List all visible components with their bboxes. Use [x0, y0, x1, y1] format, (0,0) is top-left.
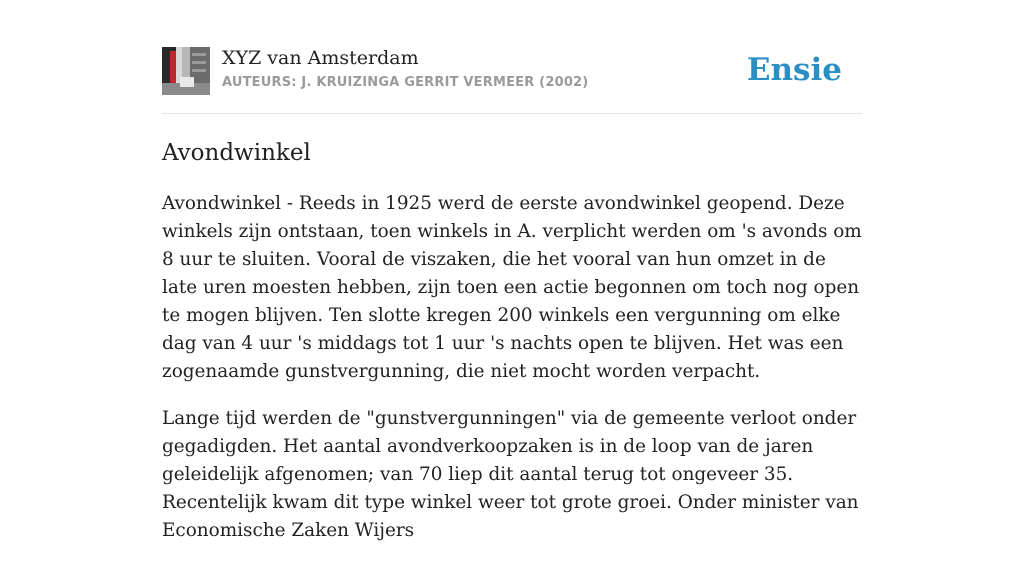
article-paragraph: Avondwinkel - Reeds in 1925 werd de eerste avondwinkel geopend. Deze winkels zijn ontstaan, toen winkels in A. verplicht werden om 's avonds om 8 uur te sluiten. Vooral de viszaken, die het vooral van hun omzet in de late uren moesten hebben, zijn toen een actie begonnen om toch nog open te mogen blijven. Ten slotte kregen 200 winkels een vergunning om elke dag van 4 uur 's middags tot 1 uur 's nachts open te blijven. Het was een zogenaamde gunstvergunning, die niet mocht worden verpacht.: [162, 193, 862, 382]
source-title[interactable]: XYZ van Amsterdam: [222, 47, 419, 69]
article-paragraph: Lange tijd werden de "gunstvergunningen" via de gemeente verloot onder gegadigden. Het aantal avondverkoopzaken is in de loop van de jaren geleidelijk afgenomen; van 70 liep dit aantal terug tot ongeveer 35. Recentelijk kwam dit type winkel weer tot grote groei. Onder minister van Economische Zaken Wijers: [162, 408, 859, 541]
source-authors: AUTEURS: J. KRUIZINGA GERRIT VERMEER (2002): [222, 75, 589, 90]
source-header: [162, 46, 862, 96]
header-divider: [162, 113, 862, 114]
article-body: [162, 190, 862, 564]
brand-logo[interactable]: Ensie: [746, 52, 842, 88]
book-cover-icon: [162, 47, 210, 95]
article-title: Avondwinkel: [162, 140, 311, 166]
avatar[interactable]: [162, 47, 210, 95]
